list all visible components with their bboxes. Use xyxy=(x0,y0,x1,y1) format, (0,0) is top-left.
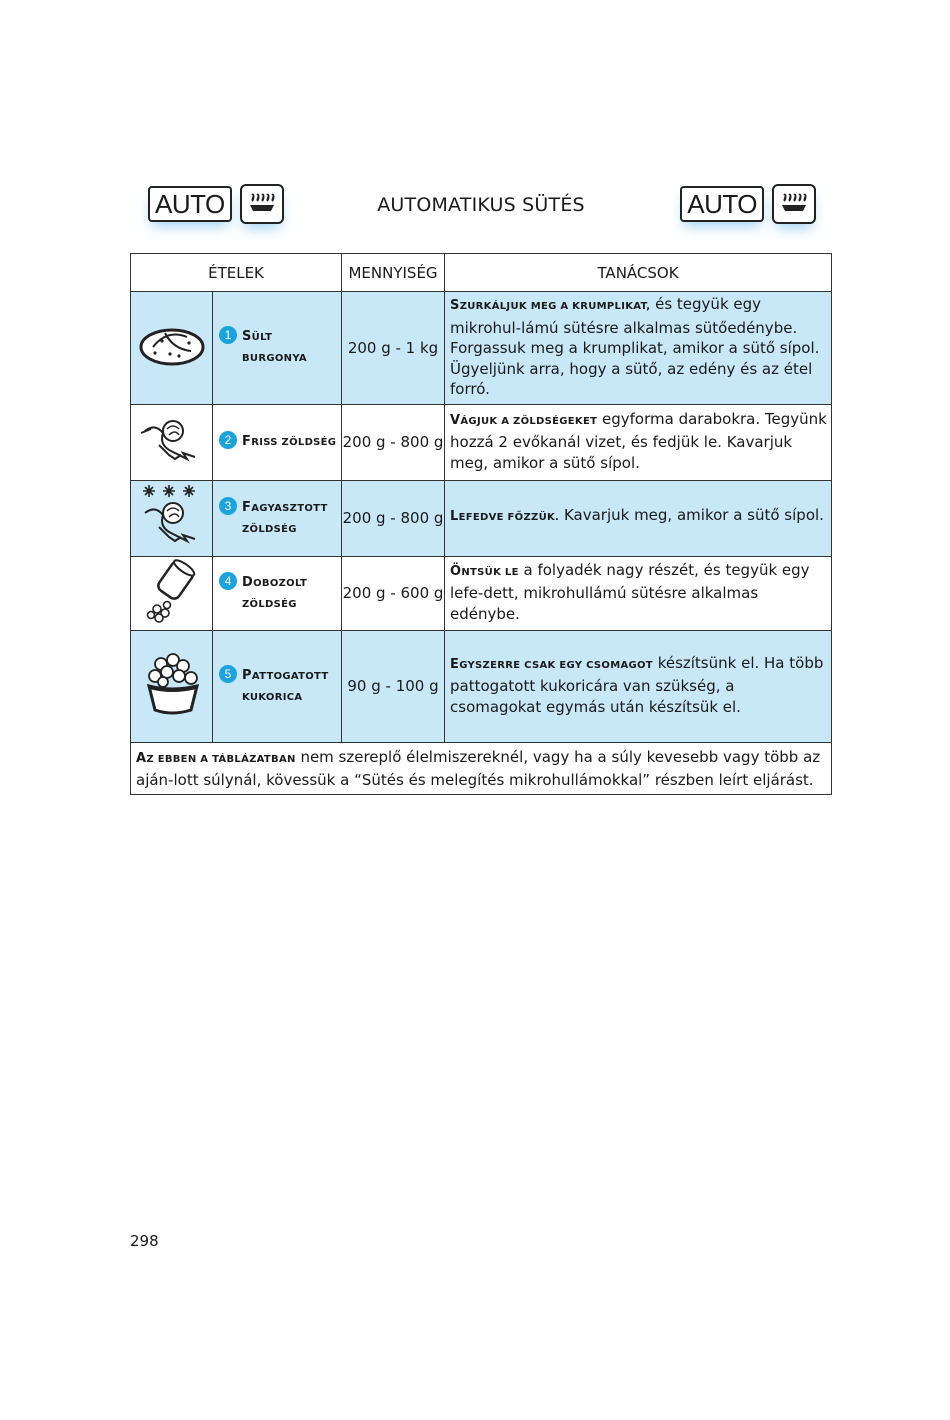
vegetables-icon xyxy=(131,404,213,480)
number-badge: 4 xyxy=(219,572,237,590)
table-header-row xyxy=(131,254,832,292)
quantity-cell: 200 g - 800 g xyxy=(342,480,445,556)
potato-icon xyxy=(131,292,213,405)
table-row xyxy=(131,556,832,630)
food-name-cell xyxy=(213,630,342,742)
number-badge: 3 xyxy=(219,497,237,515)
oven-auto-icon xyxy=(772,184,816,224)
food-name-cell xyxy=(213,292,342,405)
auto-label-icon: AUTO xyxy=(680,186,764,222)
food-name-cell xyxy=(213,404,342,480)
auto-label-icon: AUTO xyxy=(148,186,232,222)
page-title: AUTOMATIKUS SÜTÉS xyxy=(377,194,585,216)
food-name-cell xyxy=(213,480,342,556)
tip-cell: SZURKÁLJUK MEG A KRUMPLIKAT, és tegyük egy mikrohul-lámú sütésre alkalmas sütőedénybe. Forgassuk meg a krumplikat, amikor a sütő sípol. Ügyeljünk arra, hogy a sütő, az edény és az étel forró. xyxy=(445,292,832,405)
canned-vegetables-icon xyxy=(131,556,213,630)
quantity-cell: 200 g - 600 g xyxy=(342,556,445,630)
tip-cell: ÖNTSÜK LE a folyadék nagy részét, és tegyük egy lefe-dett, mikrohullámú sütésre alkalmas edénybe. xyxy=(445,556,832,630)
column-header-quantity: MENNYISÉG xyxy=(342,254,445,292)
popcorn-icon xyxy=(131,630,213,742)
table-footer-row xyxy=(131,742,832,794)
header-icons-right xyxy=(680,186,816,224)
number-badge: 2 xyxy=(219,431,237,449)
column-header-tips: TANÁCSOK xyxy=(445,254,832,292)
quantity-cell: 90 g - 100 g xyxy=(342,630,445,742)
table-row xyxy=(131,292,832,405)
food-name: DOBOZOLT ZÖLDSÉG xyxy=(242,574,308,610)
quantity-cell: 200 g - 800 g xyxy=(342,404,445,480)
number-badge: 5 xyxy=(219,665,237,683)
food-name-cell xyxy=(213,556,342,630)
column-header-foods: ÉTELEK xyxy=(131,254,342,292)
tip-cell: VÁGJUK A ZÖLDSÉGEKET egyforma darabokra. Tegyünk hozzá 2 evőkanál vizet, és fedjük le. Kavarjuk meg, amikor a sütő sípol. xyxy=(445,404,832,480)
page-number: 298 xyxy=(130,1232,159,1250)
food-name: SÜLT BURGONYA xyxy=(242,329,307,365)
food-name: FRISS ZÖLDSÉG xyxy=(242,434,337,449)
food-name: PATTOGATOTT KUKORICA xyxy=(242,667,329,703)
footer-note: AZ EBBEN A TÁBLÁZATBAN nem szereplő élelmiszereknél, vagy ha a súly kevesebb vagy több az aján-lott súlynál, kövessük a “Sütés és melegítés mikrohullámokkal” részben leírt eljárást. xyxy=(131,742,832,794)
frozen-vegetables-icon xyxy=(131,480,213,556)
table-row xyxy=(131,404,832,480)
tip-cell: LEFEDVE FŐZZÜK. Kavarjuk meg, amikor a sütő sípol. xyxy=(445,480,832,556)
table-row xyxy=(131,480,832,556)
number-badge: 1 xyxy=(219,326,237,344)
auto-cooking-table xyxy=(130,253,832,795)
food-name: FAGYASZTOTT ZÖLDSÉG xyxy=(242,499,328,535)
quantity-cell: 200 g - 1 kg xyxy=(342,292,445,405)
page-header xyxy=(130,182,832,238)
tip-cell: EGYSZERRE CSAK EGY CSOMAGOT készítsünk el. Ha több pattogatott kukoricára van szükség, a csomagokat egymás után készítsük el. xyxy=(445,630,832,742)
table-row xyxy=(131,630,832,742)
